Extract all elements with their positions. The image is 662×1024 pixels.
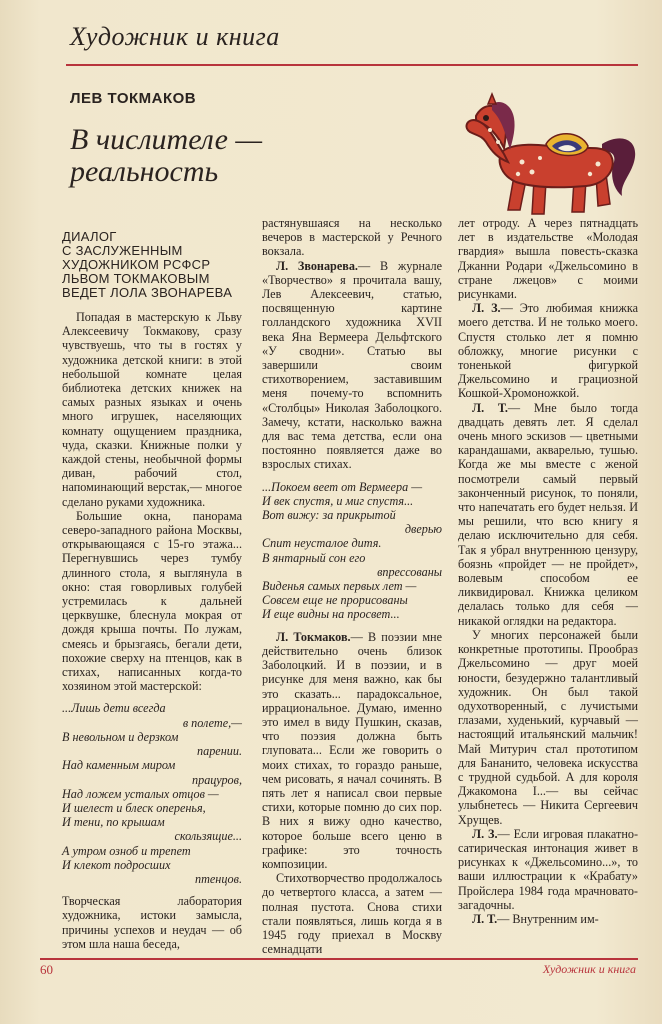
dialogue-text: — В поэзии мне действительно очень близок Заболоцкий. И в поэзии, и в рисунке для меня важно, как бы это сказать... парадоксальное, иррациональное. Думаю, именно это имел в виду Пушкин, сказав, что поэзия должна быть глуповата... Если же говорить о моих стихах, то гораздо раньше, чем рисовать, я начал сочинять. В пять лет я написал свои первые стихи, которые помню до сих пор. В них я вижу одно качество, которое больше всего ценю в графике: это точность композиции. [262, 629, 442, 871]
poem-line: парении. [197, 744, 242, 759]
dialogue-paragraph [458, 301, 638, 400]
paragraph: растянувшаяся на несколько вечеров в мастерской у Речного вокзала. [262, 216, 442, 259]
poem-line: ...Покоем веет от Вермеера — [262, 479, 423, 494]
article-subhead [62, 230, 242, 300]
dialogue-paragraph [262, 259, 442, 472]
poem-line: Спит неусталое дитя. [262, 536, 382, 551]
section-header-title: Художник и книга [70, 22, 280, 51]
poem-quote [262, 480, 442, 622]
subhead-line: ХУДОЖНИКОМ РСФСР [62, 257, 211, 272]
speaker-label: Л. Звонарева. [276, 258, 358, 273]
dialogue-text: — Мне было тогда двадцать девять лет. Я сделал очень много эскизов — цветными карандашами, акварелью, тушью. Когда же мы вместе с женой посмотрели самый первый законченный рисунок, то поняли, что напечатать его будет нельзя. И мы решили, что всю книгу я делаю исключительно для себя. Так я убрал внутреннюю цензуру, боязнь «пройдет — не пройдет», волевым способом ее ликвидировал. Книжка целиком делалась только для себя — никакой оглядки на редактора. [458, 400, 638, 628]
poem-line: А утром озноб и трепет [62, 843, 191, 858]
dialogue-text: — Это любимая книжка моего детства. И не только моего. Спустя столько лет я помню обложку, многие рисунки с тоненькой фигуркой Джельсомино и грациозной Кошкой-Хромоножкой. [458, 301, 638, 401]
dialogue-paragraph [458, 912, 638, 926]
toy-horse-illustration [462, 92, 642, 222]
footer-section-title: Художник и книга [542, 962, 636, 976]
poem-line: И век спустя, и миг спустя... [262, 493, 414, 508]
poem-line: Виденья самых первых лет — [262, 579, 417, 594]
footer-rule [40, 958, 638, 960]
poem-line: Вот вижу: за прикрытой [262, 508, 396, 523]
poem-line: птенцов. [194, 871, 242, 886]
poem-line: В невольном и дерзком [62, 729, 179, 744]
header-rule [66, 64, 638, 66]
poem-line: Над каменным миром [62, 758, 176, 773]
poem-line: Совсем еще не прорисованы [262, 593, 408, 608]
author-name: ЛЕВ ТОКМАКОВ [70, 90, 197, 107]
subhead-line: ЛЬВОМ ТОКМАКОВЫМ [62, 271, 210, 286]
dialogue-text: — Если игровая плакатно-сатирическая интонация живет в рисунках к «Джельсомино...», то ваши иллюстрации к «Крабату» Пройслера 1984 года мрачновато-загадочны. [458, 826, 639, 912]
speaker-label: Л. З. [472, 301, 501, 316]
poem-line: И еще видны на просвет... [262, 607, 400, 622]
poem-line: ...Лишь дети всегда [62, 701, 166, 716]
paragraph: Творческая лаборатория художника, истоки замысла, причины успехов и неудач — об этом шла наша беседа, [62, 894, 242, 951]
dialogue-text: — Внутренним им- [497, 911, 599, 926]
poem-line: И тени, по крышам [62, 815, 165, 830]
subhead-line: ДИАЛОГ [62, 229, 117, 244]
text-column-3 [458, 216, 638, 926]
text-column-1 [62, 230, 242, 951]
speaker-label: Л. Токмаков. [276, 629, 351, 644]
article-title [70, 124, 400, 188]
poem-line: в полете,— [182, 715, 242, 730]
paragraph: Большие окна, панорама северо-западного района Москвы, открывающаяся с 15-го этажа... Перегнувшись через тумбу длинного стола, я выглянула в окно: стая говорливых голубей устремилась к дальней церквушке, блеснула мокрая от дождя крыша почты. По лужам, смеясь и брызгаясь, бегали дети, похожие сверху на птенцов, как в стихах, написанных когда-то хозяином этой мастерской: [62, 508, 242, 694]
article-title-line2: реальность [70, 155, 219, 188]
poem-line: скользящие... [174, 829, 242, 844]
dialogue-paragraph [458, 401, 638, 628]
dialogue-paragraph [262, 630, 442, 871]
poem-line: И шелест и блеск оперенья, [62, 800, 206, 815]
poem-quote [62, 701, 242, 886]
subhead-line: С ЗАСЛУЖЕННЫМ [62, 243, 183, 258]
poem-line: впрессованы [377, 564, 442, 579]
subhead-line: ВЕДЕТ ЛОЛА ЗВОНАРЕВА [62, 285, 233, 300]
poem-line: Над ложем усталых отцов — [62, 786, 219, 801]
speaker-label: Л. Т. [472, 400, 508, 415]
paragraph: Попадая в мастерскую к Льву Алексеевичу Токмакову, сразу чувствуешь, что ты в гостях у художника детской книги: в этой небольшой комнате целая библиотека детских книжек на самых разных языках и очень много игрушек, населяющих комнату ощущением праздника, чуда, сказки. Книжные полки у каждой стены, необычной формы диван, рабочий стол, напоминающий верстак,— многое сделано руками художника. [62, 310, 242, 509]
paragraph: Стихотворчество продолжалось до четвертого класса, а затем — полная пустота. Снова стихи стали появляться, лишь когда я в 1945 году приехал в Москву семнадцати [262, 871, 442, 957]
poem-line: дверью [404, 522, 442, 537]
dialogue-paragraph [458, 827, 638, 912]
article-title-line1: В числителе — [70, 123, 263, 156]
poem-line: працуров, [192, 772, 242, 787]
dialogue-text: — В журнале «Творчество» я прочитала вашу, Лев Алексеевич, статью, посвященную картине голландского художника XVII века Яна Вермеера Дельфтского «У сводни». Статью вы завершили своим стихотворением, заставившим меня почему-то вспомнить «Столбцы» Николая Заболоцкого. Замечу, кстати, насколько важна для вас тема детства, если она постоянно появляется даже во взрослых стихах. [262, 258, 442, 472]
paragraph: лет отроду. А через пятнадцать лет в издательстве «Молодая гвардия» вышла повесть-сказка Джанни Родари «Джельсомино в стране лжецов» с моими рисунками. [458, 216, 638, 302]
poem-line: И клекот подросших [62, 857, 171, 872]
text-column-2 [262, 216, 442, 956]
speaker-label: Л. Т. [472, 911, 498, 926]
poem-line: В янтарный сон его [262, 550, 366, 565]
paragraph: У многих персонажей были конкретные прототипы. Прообраз Джельсомино — друг моей юности, безудержно талантливый художник. Он был такой одухотворенный, с лучистыми глазами, худенький, курчавый — настоящий итальянский мальчик! Май Митурич стал прототипом для Бананито, человека искусства с трудной судьбой. А для короля Джакомона I...— вы сейчас улыбнетесь — Никита Сергеевич Хрущев. [458, 627, 638, 827]
page-number: 60 [40, 962, 53, 977]
speaker-label: Л. З. [472, 826, 498, 841]
